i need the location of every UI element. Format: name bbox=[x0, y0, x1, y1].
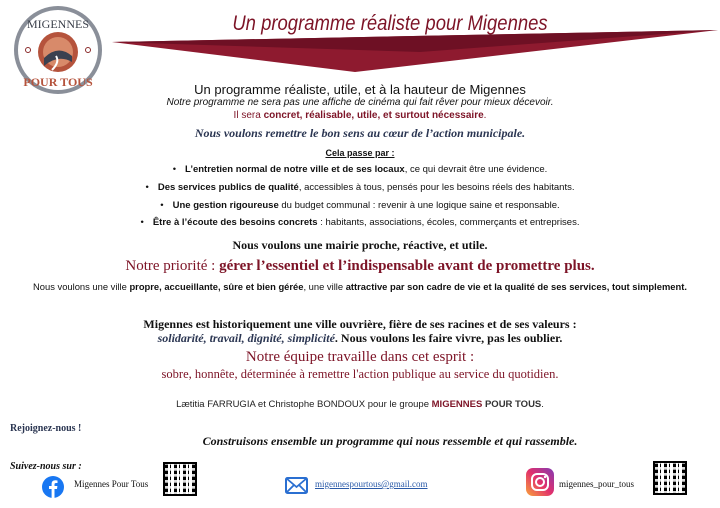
mail-icon[interactable] bbox=[285, 477, 308, 494]
list-item: • Une gestion rigoureuse du budget communal : revenir à une logique saine et responsable. bbox=[0, 200, 720, 211]
list-item: • Des services publics de qualité, accessibles à tous, pensés pour les besoins réels des habitants. bbox=[0, 182, 720, 193]
svg-text:POUR TOUS: POUR TOUS bbox=[23, 75, 93, 89]
team-heading: Notre équipe travaille dans cet esprit : bbox=[245, 349, 475, 365]
follow-label: Suivez-nous sur : bbox=[10, 461, 82, 472]
facebook-icon[interactable] bbox=[42, 476, 64, 498]
page-title: Un programme réaliste pour Migennes bbox=[232, 12, 548, 35]
history-values: solidarité, travail, dignité, simplicité. Nous voulons les faire vivre, pas les oublier. bbox=[157, 331, 563, 345]
instagram-icon[interactable] bbox=[526, 468, 554, 496]
intro-heading: Un programme réaliste, utile, et à la hauteur de Migennes bbox=[194, 82, 526, 97]
signature: Lætitia FARRUGIA et Christophe BONDOUX pour le groupe MIGENNES POUR TOUS. bbox=[176, 399, 544, 410]
instagram-link[interactable]: migennes_pour_tous bbox=[559, 479, 634, 489]
list-item: • L’entretien normal de notre ville et de ses locaux, ce qui devrait être une évidence. bbox=[0, 164, 720, 175]
join-label: Rejoignez-nous ! bbox=[10, 423, 82, 434]
history-line: Migennes est historiquement une ville ouvrière, fière de ses racines et de ses valeurs : bbox=[143, 317, 577, 331]
priority-statement: Notre priorité : gérer l’essentiel et l’indispensable avant de promettre plus. bbox=[125, 258, 595, 274]
mission-statement: Nous voulons remettre le bon sens au cœur de l’action municipale. bbox=[194, 126, 526, 140]
email-link[interactable]: migennespourtous@gmail.com bbox=[315, 479, 428, 489]
facebook-qr-code bbox=[163, 462, 197, 496]
svg-text:MIGENNES: MIGENNES bbox=[27, 17, 89, 31]
list-item: • Être à l’écoute des besoins concrets : habitants, associations, écoles, commerçants et entreprises. bbox=[0, 217, 720, 228]
mairie-statement: Nous voulons une mairie proche, réactive, et utile. bbox=[232, 238, 488, 252]
list-heading: Cela passe par : bbox=[325, 148, 395, 158]
facebook-link[interactable]: Migennes Pour Tous bbox=[74, 479, 149, 489]
slogan: Construisons ensemble un programme qui nous ressemble et qui rassemble. bbox=[202, 434, 578, 448]
ville-statement: Nous voulons une ville propre, accueillante, sûre et bien gérée, une ville attractive par son cadre de vie et la qualité de ses services, tout simplement. bbox=[33, 281, 687, 292]
team-line: sobre, honnête, déterminée à remettre l'action publique au service du quotidien. bbox=[161, 367, 559, 381]
instagram-qr-code bbox=[653, 461, 687, 495]
intro-subtitle: Notre programme ne sera pas une affiche de cinéma qui fait rêver pour mieux décevoir. bbox=[166, 97, 554, 108]
intro-line: Il sera concret, réalisable, utile, et surtout nécessaire. bbox=[233, 110, 487, 121]
